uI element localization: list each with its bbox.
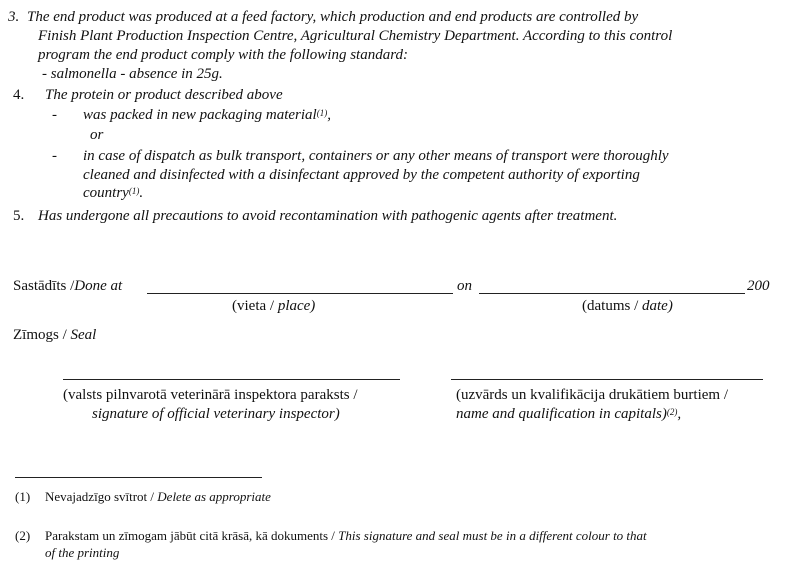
- name-caption-lv: (uzvārds un kvalifikācija drukātiem burtiem /: [456, 387, 728, 403]
- date-field-line: [479, 293, 745, 294]
- footnote-1-marker: (1): [15, 489, 31, 504]
- footnote-2-en: This signature and seal must be in a different colour to that: [338, 528, 647, 543]
- item-4-bullet-2-line-1: in case of dispatch as bulk transport, containers or any other means of transport were thoroughly: [83, 148, 669, 164]
- item-4-or: or: [90, 127, 104, 143]
- footnote-2: [45, 528, 647, 544]
- footnote-2-continuation: of the printing: [45, 545, 120, 560]
- item-3-line-1: The end product was produced at a feed factory, which production and end products are controlled by: [27, 9, 639, 25]
- bullet-dash: -: [52, 148, 57, 164]
- bullet-1-text: was packed in new packaging material: [83, 107, 317, 123]
- footnote-1-lv: Nevajadzīgo svītrot /: [45, 489, 155, 504]
- footnote-separator: [15, 477, 262, 478]
- item-4-heading: The protein or product described above: [45, 87, 283, 103]
- footnote-2-lv: Parakstam un zīmogam jābūt citā krāsā, kā dokuments /: [45, 528, 335, 543]
- bullet-dash: -: [52, 107, 57, 123]
- place-field-line: [147, 293, 453, 294]
- bullet-2-country: country: [83, 185, 129, 201]
- item-3-line-3: program the end product comply with the following standard:: [38, 47, 408, 63]
- item-4-number: 4.: [13, 87, 25, 103]
- on-label: on: [457, 278, 472, 294]
- date-caption-lv: (datums /: [582, 298, 639, 314]
- year-prefix: 200: [747, 278, 770, 294]
- item-3-line-4: - salmonella - absence in 25g.: [42, 66, 223, 82]
- item-5-text: Has undergone all precautions to avoid recontamination with pathogenic agents after treatment.: [38, 208, 618, 224]
- item-4-bullet-2-line-2: cleaned and disinfected with a disinfectant approved by the competent authority of exporting: [83, 167, 640, 183]
- item-4-bullet-2-line-3: [83, 184, 143, 203]
- place-caption-lv: (vieta /: [232, 298, 275, 314]
- seal-label-en: Seal: [70, 327, 97, 343]
- item-5-number: 5.: [13, 208, 25, 224]
- seal-label-lv: Zīmogs /: [13, 327, 67, 343]
- bullet-1-suffix: ,: [327, 107, 331, 123]
- footnote-1: [45, 489, 271, 505]
- footnote-ref-2: (2): [666, 407, 678, 417]
- place-caption-en: place): [277, 298, 316, 314]
- footnote-ref-1: (1): [128, 186, 140, 196]
- place-caption: [232, 297, 315, 316]
- footnote-ref-1: (1): [316, 108, 328, 118]
- signature-caption-lv: (valsts pilnvarotā veterinārā inspektora paraksts /: [63, 387, 358, 403]
- signature-line: [63, 379, 400, 380]
- signature-caption-en: signature of official veterinary inspector): [92, 406, 340, 422]
- date-caption-en: date): [642, 298, 673, 314]
- footnote-1-en: Delete as appropriate: [157, 489, 271, 504]
- bullet-2-suffix: .: [139, 185, 144, 201]
- done-at-label: [13, 277, 122, 296]
- done-label-lv: Sastādīts /: [13, 278, 75, 294]
- name-caption-suffix: ,: [677, 406, 682, 422]
- name-caption-en: [456, 405, 681, 424]
- name-caption-en-text: name and qualification in capitals): [456, 406, 667, 422]
- item-3-line-2: Finish Plant Production Inspection Centre, Agricultural Chemistry Department. According to this control: [38, 28, 673, 44]
- item-3-number: 3.: [8, 9, 20, 25]
- date-caption: [582, 297, 673, 316]
- name-qualification-line: [451, 379, 763, 380]
- done-label-en: Done at: [74, 278, 123, 294]
- footnote-2-marker: (2): [15, 528, 31, 543]
- item-4-bullet-1: [83, 106, 331, 125]
- seal-label: [13, 326, 96, 345]
